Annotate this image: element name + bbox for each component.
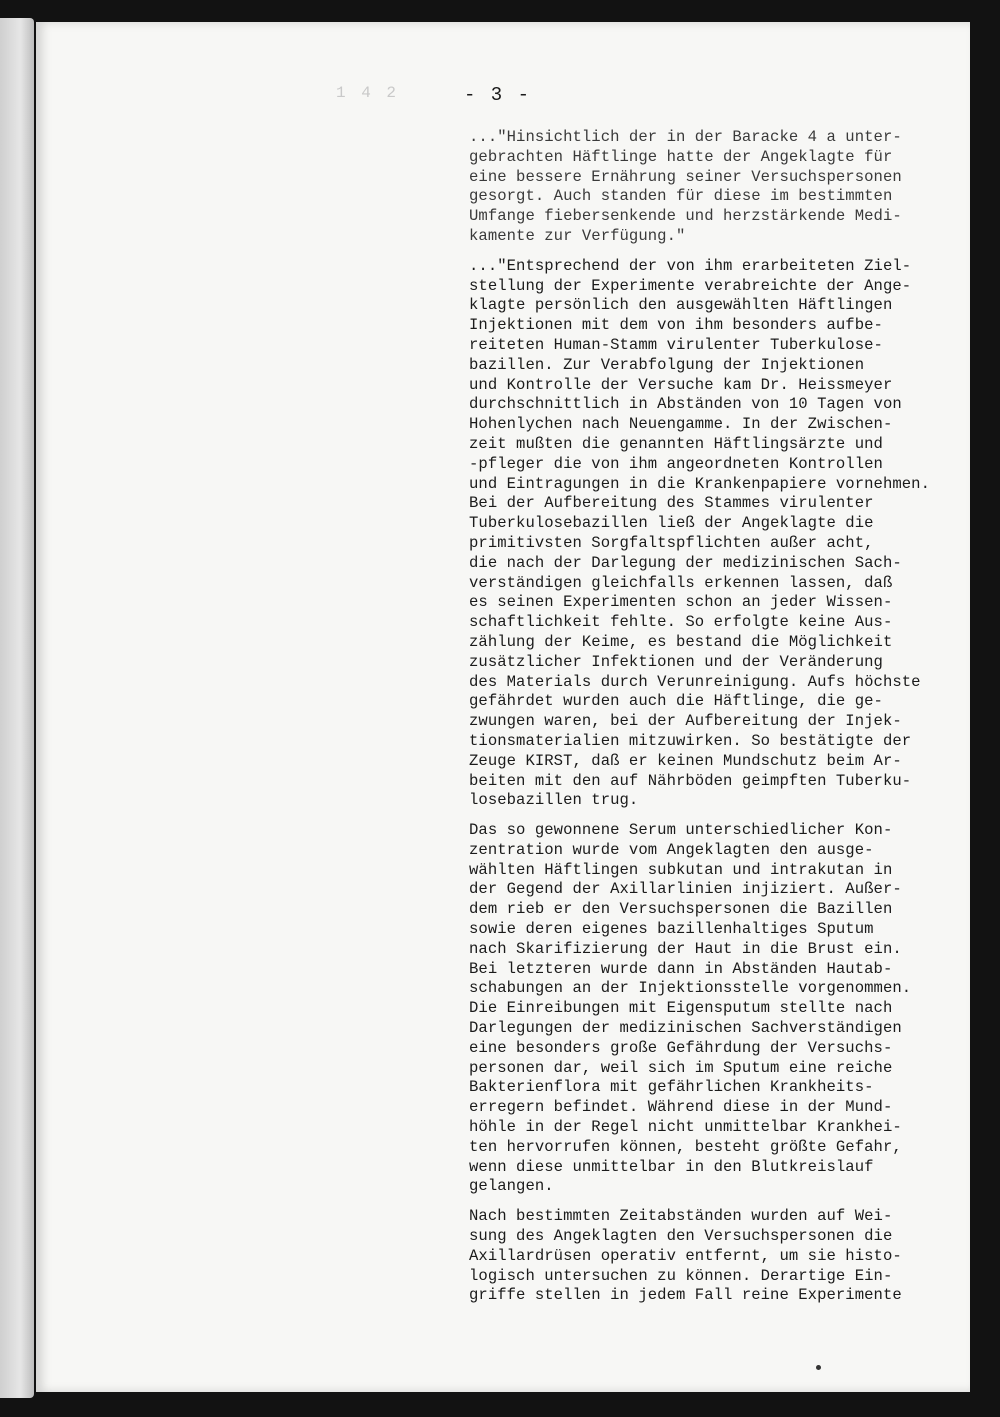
paragraph [469,1207,969,1306]
text-line: logisch untersuchen zu können. Derartige Ein- [469,1266,893,1285]
text-line: dem rieb er den Versuchspersonen die Bazillen [469,900,893,919]
text-line: primitivsten Sorgfaltspflichten außer acht, [469,533,874,552]
text-line: Bei der Aufbereitung des Stammes virulenter [469,494,874,513]
text-line: Axillardrüsen operativ entfernt, um sie histo- [469,1246,902,1265]
text-line: gebrachten Häftlinge hatte der Angeklagte für [469,147,893,166]
text-line: nach Skarifizierung der Haut in die Brust ein. [469,939,902,958]
text-line: sowie deren eigenes bazillenhaltiges Sputum [469,920,874,939]
text-line: klagte persönlich den ausgewählten Häftlingen [469,296,893,315]
text-line: beiten mit den auf Nährböden geimpften Tuberku- [469,771,912,790]
text-line: verständigen gleichfalls erkennen lassen, daß [469,573,893,592]
text-line: zentration wurde vom Angeklagten den ausge- [469,840,874,859]
text-line: es seinen Experimenten schon an jeder Wissen- [469,593,893,612]
text-line: die nach der Darlegung der medizinischen Sach- [469,553,902,572]
text-line: reiteten Human-Stamm virulenter Tuberkulose- [469,335,883,354]
text-line: zeit mußten die genannten Häftlingsärzte und [469,434,883,453]
text-line: ..."Hinsichtlich der in der Baracke 4 a unter- [469,128,902,146]
text-line: Injektionen mit dem von ihm besonders aufbe- [469,316,883,335]
text-line: schaftlichkeit fehlte. So erfolgte keine Aus- [469,613,893,632]
text-line: der Gegend der Axillarlinien injiziert. Außer- [469,880,902,899]
text-line: zusätzlicher Infektionen und der Veränderung [469,652,883,671]
text-line: Tuberkulosebazillen ließ der Angeklagte die [469,514,874,533]
page-number: - 3 - [464,84,532,106]
text-line: gesorgt. Auch standen für diese im bestimmten [469,187,893,206]
text-line: personen dar, weil sich im Sputum eine reiche [469,1058,893,1077]
text-line: Die Einreibungen mit Eigensputum stellte nach [469,999,893,1018]
text-line: ..."Entsprechend der von ihm erarbeiteten Ziel- [469,256,912,275]
text-line: Nach bestimmten Zeitabständen wurden auf Wei- [469,1207,893,1226]
text-line: Bakterienflora mit gefährlichen Krankheits- [469,1078,874,1097]
text-line: eine bessere Ernährung seiner Versuchspersonen [469,167,902,186]
text-line: und Eintragungen in die Krankenpapiere vornehmen. [469,474,930,493]
text-line: stellung der Experimente verabreichte der Ange- [469,276,912,295]
text-line: und Kontrolle der Versuche kam Dr. Heissmeyer [469,375,893,394]
text-line: Darlegungen der medizinischen Sachverständigen [469,1019,902,1038]
bleed-through-text: 1 4 2 [336,84,400,102]
ink-dot [816,1365,821,1370]
text-line: Zeuge KIRST, daß er keinen Mundschutz beim Ar- [469,751,902,770]
adjacent-page-edge [0,18,34,1398]
text-line: losebazillen trug. [469,791,639,810]
text-line: -pfleger die von ihm angeordneten Kontrollen [469,454,883,473]
text-line: Hohenlychen nach Neuengamme. In der Zwischen- [469,415,893,434]
text-line: sung des Angeklagten den Versuchspersonen die [469,1227,893,1246]
text-line: eine besonders große Gefährdung der Versuchs- [469,1038,893,1057]
text-line: bazillen. Zur Verabfolgung der Injektionen [469,355,865,374]
paragraph [469,128,969,247]
text-line: kamente zur Verfügung." [469,226,686,245]
text-line: Umfange fiebersenkende und herzstärkende Medi- [469,207,902,226]
text-line: ten hervorrufen können, besteht größte Gefahr, [469,1137,902,1156]
text-line: wählten Häftlingen subkutan und intrakutan in [469,860,893,879]
paragraph [469,821,969,1197]
text-line: höhle in der Regel nicht unmittelbar Krankhei- [469,1118,902,1137]
text-line: erregern befindet. Während diese in der Mund- [469,1098,893,1117]
text-line: zählung der Keime, es bestand die Möglichkeit [469,632,893,651]
typed-text-block [469,128,969,1316]
text-line: gefährdet wurden auch die Häftlinge, die ge- [469,692,883,711]
text-line: des Materials durch Verunreinigung. Aufs höchste [469,672,921,691]
text-line: griffe stellen in jedem Fall reine Experimente [469,1286,902,1305]
text-line: schabungen an der Injektionsstelle vorgenommen. [469,979,912,998]
text-line: gelangen. [469,1177,554,1196]
paragraph [469,257,969,811]
text-line: durchschnittlich in Abständen von 10 Tagen von [469,395,902,414]
text-line: Bei letzteren wurde dann in Abständen Hautab- [469,959,893,978]
text-line: Das so gewonnene Serum unterschiedlicher Kon- [469,821,893,840]
text-line: wenn diese unmittelbar in den Blutkreislauf [469,1157,874,1176]
text-line: tionsmaterialien mitzuwirken. So bestätigte der [469,731,912,750]
text-line: zwungen waren, bei der Aufbereitung der Injek- [469,712,902,731]
